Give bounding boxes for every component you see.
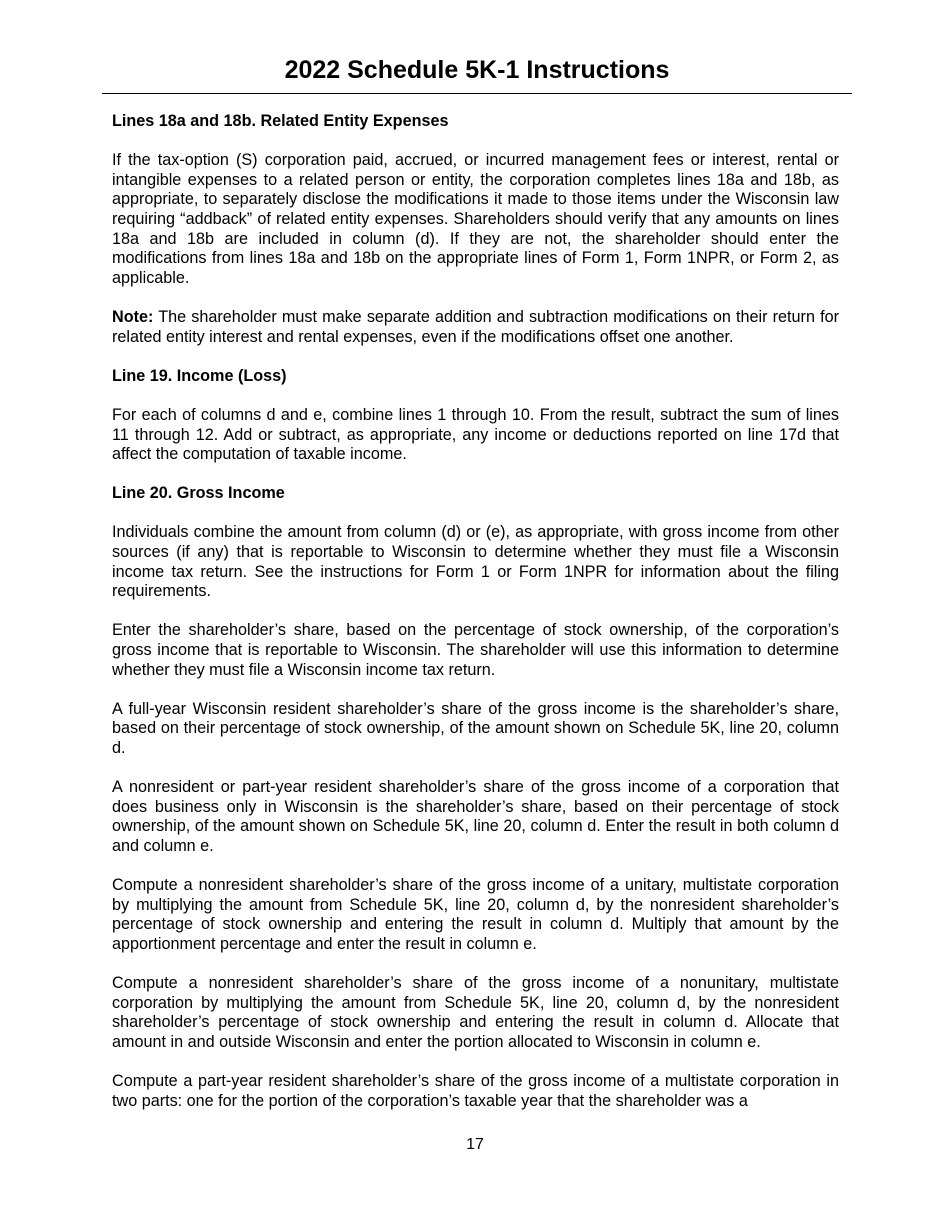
paragraph: If the tax-option (S) corporation paid, accrued, or incurred management fees or interest, rental or intangible expenses to a related person or entity, the corporation completes lines 18a and 18b, as appropriate, to separately disclose the modifications it made to those items under the Wisconsin law requiring “addback” of related entity expenses. Shareholders should verify that any amounts on lines 18a and 18b are included in column (d). If they are not, the shareholder should enter the modifications from lines 18a and 18b on the appropriate lines of Form 1, Form 1NPR, or Form 2, as applicable. [112,151,839,287]
note-text: The shareholder must make separate addition and subtraction modifications on their return for related entity interest and rental expenses, even if the modifications offset one another. [112,307,839,346]
paragraph: Enter the shareholder’s share, based on the percentage of stock ownership, of the corporation’s gross income that is reportable to Wisconsin. The shareholder will use this information to determine whether they must file a Wisconsin income tax return. [112,621,839,679]
page-title: 2022 Schedule 5K-1 Instructions [284,56,670,84]
page-number: 17 [466,1136,484,1153]
paragraph: For each of columns d and e, combine lines 1 through 10. From the result, subtract the sum of lines 11 through 12. Add or subtract, as appropriate, any income or deductions reported on line 17d that affect the computation of taxable income. [112,405,839,464]
paragraph: Compute a nonresident shareholder’s share of the gross income of a nonunitary, multistate corporation by multiplying the amount from Schedule 5K, line 20, column d, by the nonresident shareholder’s percentage of stock ownership and entering the result in column d. Allocate that amount in and outside Wisconsin and enter the portion allocated to Wisconsin in column e. [112,974,839,1051]
paragraph: Compute a part-year resident shareholder’s share of the gross income of a multistate corporation in two parts: one for the portion of the corporation’s taxable year that the shareholder was a [112,1072,839,1110]
document-body [112,112,839,1111]
paragraph: A full-year Wisconsin resident shareholder’s share of the gross income is the shareholder’s share, based on their percentage of stock ownership, of the amount shown on Schedule 5K, line 20, column d. [112,699,839,757]
note-paragraph [112,308,839,347]
paragraph: Compute a nonresident shareholder’s share of the gross income of a unitary, multistate corporation by multiplying the amount from Schedule 5K, line 20, column d, by the nonresident shareholder’s percentage of stock ownership and entering the result in column d. Multiply that amount by the apportionment percentage and enter the result in column e. [112,876,839,953]
note-label: Note: [112,307,154,326]
section-heading-lines-18a-18b: Lines 18a and 18b. Related Entity Expenses [112,112,449,130]
section-heading-line-19: Line 19. Income (Loss) [112,366,287,385]
paragraph: Individuals combine the amount from column (d) or (e), as appropriate, with gross income from other sources (if any) that is reportable to Wisconsin to determine whether they must file a Wisconsin income tax return. See the instructions for Form 1 or Form 1NPR for information about the filing requirements. [112,523,839,601]
section-heading-line-20: Line 20. Gross Income [112,484,285,503]
paragraph: A nonresident or part-year resident shareholder’s share of the gross income of a corporation that does business only in Wisconsin is the shareholder’s share, based on their percentage of stock ownership, of the amount shown on Schedule 5K, line 20, column d. Enter the result in both column d and column e. [112,778,839,855]
title-divider [102,93,852,94]
